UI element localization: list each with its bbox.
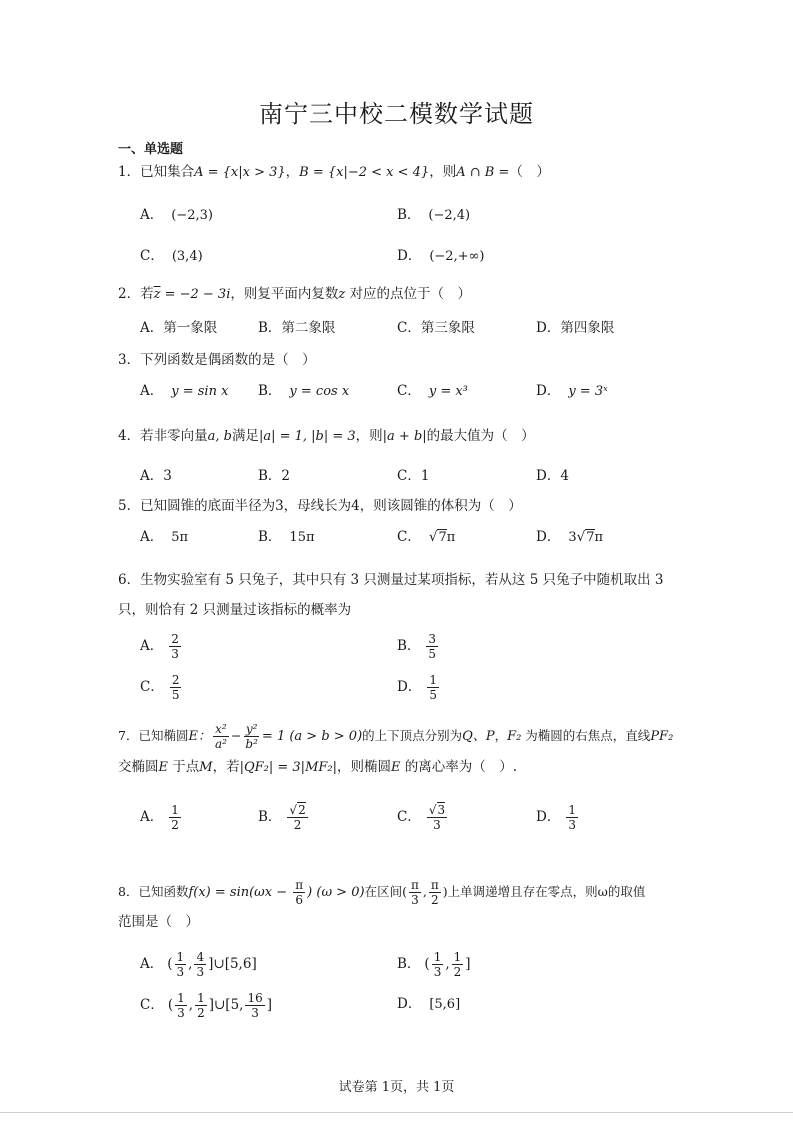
fraction-x [213, 722, 229, 751]
option-label: A． [140, 638, 164, 654]
option-label: B． [397, 207, 421, 223]
paren: ( [402, 884, 407, 899]
option-label: C． [397, 529, 421, 545]
option-label: B． [397, 956, 421, 972]
denominator: 3 [411, 893, 419, 907]
paren: ( [424, 956, 430, 972]
question-number: 1． [118, 164, 141, 180]
union-symbol: ∪ [213, 997, 226, 1013]
q3-option-a [140, 381, 228, 402]
option-value: y = 3ˣ [568, 384, 608, 399]
q7-option-c [397, 803, 449, 832]
math-condition: |a| = 1, |b| = 3 [258, 429, 356, 444]
q6-option-a [140, 632, 183, 661]
numerator: 4 [196, 950, 205, 964]
question-7-line-1: 7．已知椭圆E： $\frac{\text{x²}}{\text{a²}}$ − $\frac{\text{y²}}{\text{b²}}$ = 1 (a > b > 0)的上下顶点分别为Q、P，F₂ 为椭圆的右焦点，直线PF₂ [118, 722, 674, 751]
math-zbar: $\overline{z}$ [153, 287, 161, 302]
paren: ( [167, 956, 173, 972]
pi-symbol: π [446, 530, 456, 545]
numerator: 1 [568, 803, 576, 817]
question-text: ，则椭圆 [337, 759, 391, 775]
option-value: 15π [289, 530, 315, 545]
fraction [245, 991, 264, 1020]
denominator: a² [214, 737, 227, 751]
numerator: 1 [197, 991, 205, 1005]
denominator: 5 [428, 647, 437, 661]
fraction-y [243, 722, 260, 751]
fraction [195, 991, 207, 1020]
math-expr: ) (ω > 0) [307, 885, 365, 900]
numerator: 16 [247, 991, 263, 1005]
question-text: ，则 [429, 164, 457, 180]
q6-option-c [140, 673, 183, 702]
denominator: 2 [293, 818, 302, 832]
numerator: π [295, 878, 304, 892]
denominator: 3 [251, 1006, 259, 1020]
question-6-line-1 [118, 570, 664, 590]
q5-option-d [536, 527, 603, 548]
question-8-line-2: 范围是（ ） [118, 914, 199, 930]
math-e: E： [188, 729, 211, 744]
math-set-b: B = {x|−2 < x < 4} [299, 165, 430, 180]
question-text: ，若 [212, 759, 240, 775]
paren: ) [442, 884, 448, 899]
math-e: E [391, 760, 401, 775]
option-label: C． [397, 809, 421, 825]
q3-option-c [397, 381, 468, 402]
bracket: ] [208, 997, 214, 1013]
question-text: 满足 [231, 428, 259, 444]
option-value: y = x³ [428, 384, 468, 399]
q8-option-d [397, 994, 460, 1015]
math-expr: A ∩ B = [456, 165, 510, 180]
option-label: D． [536, 383, 561, 399]
radicand: 3 [437, 803, 446, 817]
question-text: ，则 [355, 428, 383, 444]
option-value: (3,4) [171, 249, 203, 264]
math-z: z [338, 287, 346, 302]
q5-option-c [397, 527, 455, 548]
math-set-a: A = {x|x > 3} [194, 165, 286, 180]
q3-option-b [258, 381, 349, 402]
math-m: M [199, 760, 213, 775]
denominator: 3 [568, 818, 576, 832]
numerator: x² [215, 722, 227, 736]
q4-option-d: D．4 [536, 468, 569, 484]
math-line: PF₂ [650, 729, 674, 744]
punct: ， [285, 164, 300, 180]
option-label: B． [258, 383, 282, 399]
fraction [432, 950, 444, 979]
numerator: 1 [433, 950, 442, 964]
q8-option-a: A． ( $\frac{1}{3}$ , $\frac{4}{3}$ ]∪[5,6] [140, 950, 257, 979]
punct: ， [494, 728, 508, 743]
q6-option-b [397, 632, 440, 661]
page-footer: 试卷第 1页，共 1页 [338, 1080, 455, 1095]
question-5 [118, 496, 522, 516]
numerator: 2 [171, 673, 180, 687]
denominator: 2 [430, 893, 439, 907]
question-4 [118, 426, 535, 447]
denominator: 2 [171, 818, 179, 832]
q5-option-b [258, 527, 315, 548]
option-value: [5,6] [429, 997, 461, 1012]
math-expr: = 1 (a > b > 0) [261, 729, 363, 744]
question-6-line-2: 只，则恰有 2 只测量过该指标的概率为 [118, 602, 352, 618]
option-label: D． [536, 529, 561, 545]
denominator: 5 [171, 688, 180, 702]
q1-option-b [397, 205, 470, 226]
fraction [169, 803, 181, 832]
numerator: y² [245, 722, 258, 736]
math-expr: |a + b| [382, 429, 427, 444]
option-value: ∪[5,6] [213, 956, 257, 972]
option-label: D． [397, 248, 422, 264]
option-label: C． [140, 997, 164, 1013]
denominator: 3 [196, 965, 205, 979]
q6-option-d [397, 673, 441, 702]
question-text: 为椭圆的右焦点，直线 [521, 728, 651, 743]
paren: ( [167, 997, 174, 1013]
q1-option-a [140, 205, 213, 226]
denominator: 3 [177, 1006, 185, 1020]
fraction [427, 803, 447, 832]
sqrt-sign: √ [576, 529, 586, 545]
denominator: 2 [197, 1006, 205, 1020]
numerator: 1 [171, 803, 179, 817]
q2-option-c: C．第三象限 [397, 320, 475, 336]
option-label: C． [140, 679, 164, 695]
math-vectors: a, b [207, 429, 232, 444]
fraction [169, 632, 181, 661]
numerator: 1 [453, 950, 462, 964]
option-label: A． [140, 809, 164, 825]
option-value: (−2,4) [428, 208, 471, 223]
question-text: 生物实验室有 5 只兔子，其中只有 3 只测量过某项指标，若从这 5 只兔子中随机取出 3 [140, 572, 664, 588]
fraction [566, 803, 578, 832]
q2-option-d: D．第四象限 [536, 320, 615, 336]
option-label: B． [397, 638, 421, 654]
bracket: ] [465, 956, 471, 972]
denominator: 3 [433, 818, 441, 832]
radicand: 7 [586, 530, 595, 545]
math-condition: |QF₂| = 3|MF₂| [239, 760, 337, 775]
option-label: A． [140, 207, 164, 223]
fraction [452, 950, 464, 979]
section-heading: 一、单选题 [118, 142, 184, 157]
denominator: 2 [453, 965, 462, 979]
page-title: 南宁三中校二模数学试题 [259, 100, 534, 128]
q2-option-b: B．第二象限 [258, 320, 336, 336]
fraction [175, 991, 187, 1020]
question-number: 7． [118, 728, 139, 743]
fraction-pi-2 [429, 878, 441, 907]
q2-option-a: A．第一象限 [140, 320, 218, 336]
q4-option-a: A．3 [140, 468, 172, 484]
option-label: D． [536, 809, 561, 825]
denominator: 5 [429, 688, 437, 702]
denominator: 6 [295, 893, 304, 907]
option-label: B． [258, 809, 282, 825]
question-text: 已知函数 [138, 884, 189, 899]
numerator: 2 [171, 632, 179, 646]
question-8-line-1: 8．已知函数f(x) = sin(ωx − $\frac{\pi}{6}$ ) (ω > 0)在区间( $\frac{\pi}{3}$ , $\frac{\pi}{2}$ )上单调递增且存在零点，则ω的取值 [118, 878, 646, 907]
fraction [427, 673, 439, 702]
option-label: B． [258, 529, 282, 545]
math-e: E [158, 760, 168, 775]
question-text: 上单调递增且存在零点，则ω的取值 [447, 884, 646, 899]
option-label: D． [397, 996, 422, 1012]
math-expr: = −2 − 3i [160, 287, 231, 302]
numerator: 1 [177, 991, 185, 1005]
question-text: 下列函数是偶函数的是（ ） [140, 352, 316, 368]
q4-option-c: C．1 [397, 468, 430, 484]
question-text: 于点 [168, 759, 200, 775]
question-text: 交椭圆 [118, 759, 159, 775]
question-number: 8． [118, 884, 139, 899]
radicand: 7 [438, 530, 447, 545]
q8-option-b: B． ( $\frac{1}{3}$ , $\frac{1}{2}$ ] [397, 950, 471, 979]
fraction [175, 950, 187, 979]
question-text: 已知集合 [140, 164, 195, 180]
question-text: 已知圆锥的底面半径为3，母线长为4，则该圆锥的体积为（ ） [140, 498, 522, 514]
numerator: √2 [289, 803, 306, 817]
question-2 [118, 284, 471, 305]
fraction [287, 803, 307, 832]
q4-option-b: B．2 [258, 468, 291, 484]
question-text: 已知椭圆 [138, 728, 189, 743]
fraction [194, 950, 206, 979]
question-number: 3． [118, 352, 141, 368]
fraction-pi-3 [409, 878, 421, 907]
denominator: 3 [433, 965, 442, 979]
question-number: 4． [118, 428, 141, 444]
option-label: A． [140, 529, 164, 545]
question-text: 若 [140, 286, 154, 302]
numerator: 1 [176, 950, 185, 964]
q5-option-a [140, 527, 188, 548]
question-text: 在区间 [364, 884, 403, 899]
question-text: 的离心率为（ ）. [400, 759, 518, 775]
page-divider [0, 1112, 793, 1113]
numerator: π [430, 878, 439, 892]
option-label: C． [140, 248, 164, 264]
numerator: 1 [429, 673, 437, 687]
question-text: ，则复平面内复数 [230, 286, 339, 302]
q7-option-d [536, 803, 580, 832]
math-points: Q、P [462, 729, 495, 744]
option-value: 5π [171, 530, 189, 545]
question-number: 5． [118, 498, 141, 514]
math-function: f(x) = sin(ωx − [188, 885, 292, 900]
radicand: 2 [298, 803, 306, 817]
coefficient: 3 [568, 530, 577, 545]
denominator: 3 [176, 965, 185, 979]
option-label: A． [140, 383, 164, 399]
bracket: [ [225, 997, 231, 1013]
sqrt-sign: √ [428, 529, 438, 545]
option-value: y = sin x [171, 384, 229, 399]
question-3 [118, 350, 316, 370]
question-text: 的最大值为（ ） [426, 428, 535, 444]
q7-option-a [140, 803, 183, 832]
question-number: 2． [118, 286, 141, 302]
option-label: A． [140, 956, 164, 972]
q7-option-b [258, 803, 310, 832]
option-value: 5, [230, 997, 244, 1013]
q1-option-c [140, 246, 203, 267]
math-focus: F₂ [507, 729, 522, 744]
question-text: 对应的点位于（ ） [345, 286, 472, 302]
option-label: C． [397, 383, 421, 399]
bracket: ] [208, 956, 214, 972]
question-number: 6． [118, 572, 141, 588]
question-7-line-2 [118, 757, 517, 778]
fraction-pi-6 [293, 878, 305, 907]
question-text: 若非零向量 [140, 428, 208, 444]
q1-option-d [397, 246, 485, 267]
question-text: 的上下顶点分别为 [362, 728, 463, 743]
fraction [426, 632, 438, 661]
pi-symbol: π [594, 530, 604, 545]
question-text: （ ） [509, 164, 550, 180]
option-value: y = cos x [289, 384, 350, 399]
numerator: √3 [428, 803, 446, 817]
option-label: D． [397, 679, 422, 695]
numerator: 3 [428, 632, 437, 646]
option-value: (−2,+∞) [429, 249, 485, 264]
q8-option-c: C． ( $\frac{1}{3}$ , $\frac{1}{2}$ ]∪[5, $\frac{16}{3}$ ] [140, 991, 273, 1020]
denominator: b² [245, 737, 258, 751]
option-value: (−2,3) [171, 208, 213, 223]
q3-option-d [536, 381, 608, 402]
numerator: π [410, 878, 419, 892]
question-1 [118, 162, 550, 183]
fraction [170, 673, 182, 702]
bracket: ] [266, 997, 273, 1013]
denominator: 3 [171, 647, 179, 661]
